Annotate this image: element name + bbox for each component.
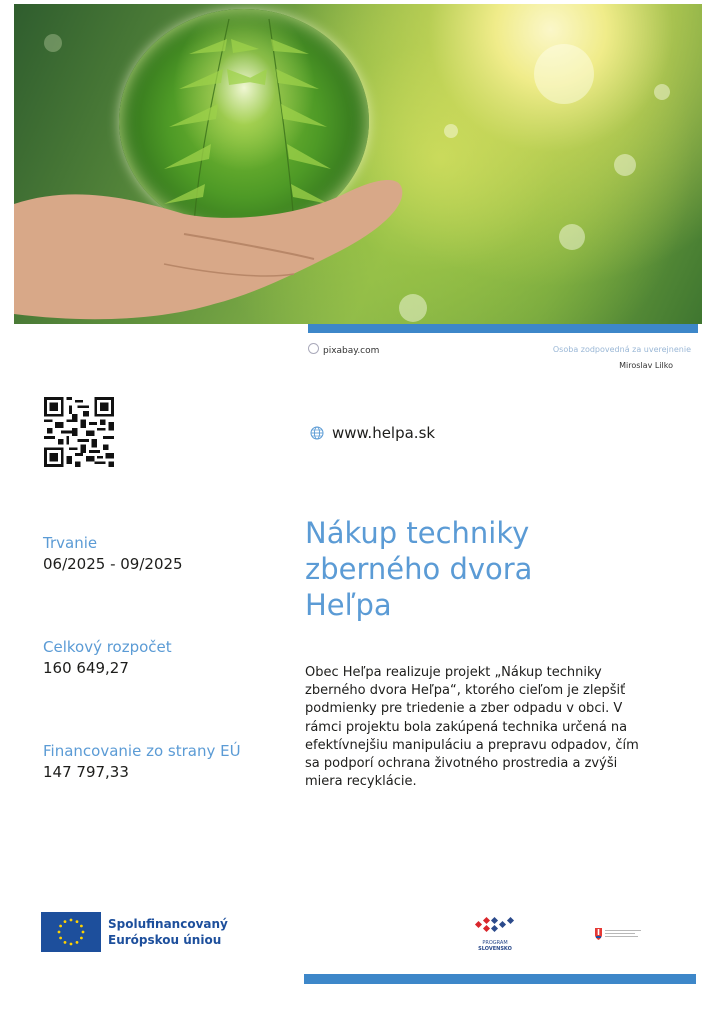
- description-line: efektívnejšiu manipuláciu a prepravu odpadov, čím: [305, 737, 639, 753]
- website-text: www.helpa.sk: [332, 424, 436, 442]
- title-line: Heľpa: [305, 588, 392, 622]
- description-line: sa podporí ochrana životného prostredia a zvýši: [305, 756, 618, 772]
- description-line: podmienky pre triedenie a zber odpadu v obci. V: [305, 701, 623, 717]
- title-line: Nákup techniky: [305, 516, 530, 550]
- qr-code[interactable]: [44, 397, 114, 467]
- project-description: [305, 664, 670, 791]
- program-slovensko-text: PROGRAM SLOVENSKO: [478, 940, 512, 952]
- description-line: Obec Heľpa realizuje projekt „Nákup techniky: [305, 665, 602, 680]
- eu-flag: [41, 912, 101, 952]
- duration-value: 06/2025 - 09/2025: [43, 555, 183, 573]
- copyright-icon: [308, 343, 319, 354]
- hero-photo: [14, 4, 702, 324]
- website-link[interactable]: [310, 424, 435, 442]
- budget-label: Celkový rozpočet: [43, 638, 172, 656]
- budget-value: 160 649,27: [43, 659, 129, 677]
- description-line: miera recyklácie.: [305, 774, 417, 790]
- top-blue-bar: [308, 324, 698, 333]
- responsible-name: Miroslav Lilko: [619, 361, 673, 370]
- eu-funding-label: Financovanie zo strany EÚ: [43, 742, 241, 760]
- photo-credit: pixabay.com: [308, 343, 379, 356]
- ministry-logo: [594, 926, 646, 942]
- bottom-blue-bar: [304, 974, 696, 984]
- eu-funding-value: 147 797,33: [43, 763, 129, 781]
- hand: [14, 174, 404, 324]
- title-line: zberného dvora: [305, 552, 533, 586]
- duration-label: Trvanie: [43, 534, 98, 552]
- eu-cofinanced-text: Spolufinancovaný Európskou úniou: [108, 917, 228, 947]
- responsible-label: Osoba zodpovedná za uverejnenie: [552, 345, 691, 354]
- description-line: rámci projektu bola zakúpená technika určená na: [305, 719, 628, 735]
- description-line: zberného dvora Heľpa“, ktorého cieľom je zlepšiť: [305, 683, 626, 699]
- globe-icon: [310, 426, 324, 440]
- project-title: [305, 515, 645, 623]
